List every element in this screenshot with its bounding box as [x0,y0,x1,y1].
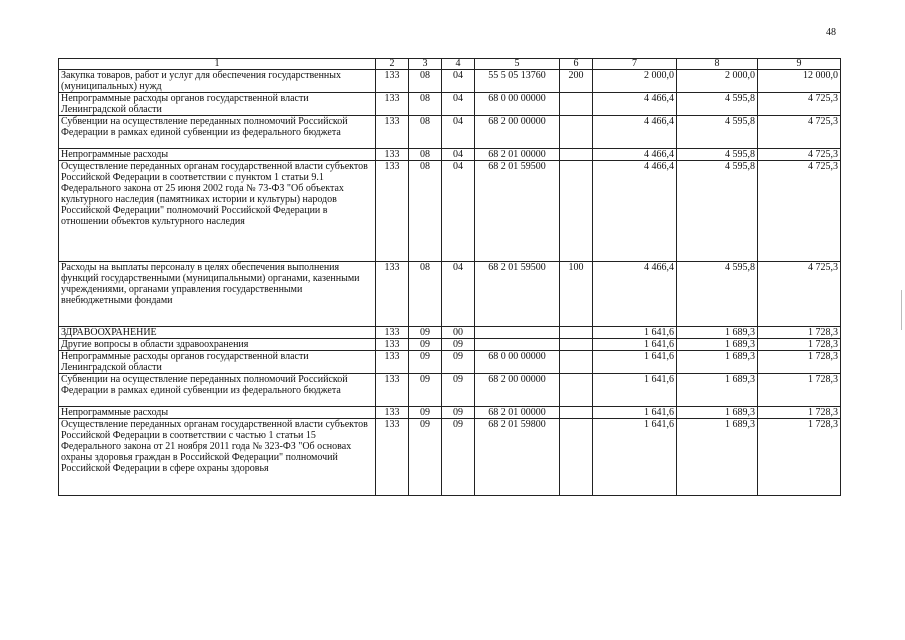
budget-table [58,58,841,496]
amount-year-2: 1 689,3 [677,351,758,374]
section-code: 09 [409,327,442,339]
amount-year-1: 4 466,4 [593,116,677,149]
subsection-code: 09 [442,407,475,419]
expense-type-code [560,339,593,351]
table-row [59,407,841,419]
section-code: 09 [409,339,442,351]
header-cell: 5 [475,59,560,70]
subsection-code: 04 [442,70,475,93]
expense-type-code [560,374,593,407]
amount-year-2: 4 595,8 [677,161,758,262]
target-article-code: 68 0 00 00000 [475,351,560,374]
gf-code: 133 [376,407,409,419]
row-name: Осуществление переданных органам государственной власти субъектов Российской Федерации в соответствии с пунктом 1 статьи 9.1 Федерального закона от 25 июня 2002 года № 73-ФЗ "Об объектах культурного наследия (памятниках истории и культуры) народов Российской Федерации" полномочий Российской Федерации в отношении объектов культурного наследия [59,161,376,262]
table-row [59,70,841,93]
expense-type-code [560,161,593,262]
target-article-code: 68 2 01 59800 [475,419,560,496]
amount-year-3: 4 725,3 [758,149,841,161]
amount-year-2: 1 689,3 [677,419,758,496]
subsection-code: 04 [442,262,475,327]
expense-type-code [560,407,593,419]
amount-year-2: 1 689,3 [677,339,758,351]
section-code: 08 [409,149,442,161]
table-row [59,149,841,161]
target-article-code: 68 0 00 00000 [475,93,560,116]
table-row [59,374,841,407]
subsection-code: 04 [442,149,475,161]
expense-type-code [560,116,593,149]
header-cell: 3 [409,59,442,70]
amount-year-1: 2 000,0 [593,70,677,93]
header-cell: 9 [758,59,841,70]
gf-code: 133 [376,374,409,407]
scan-artifact [901,290,902,330]
expense-type-code: 200 [560,70,593,93]
header-cell: 2 [376,59,409,70]
table-row [59,93,841,116]
target-article-code [475,339,560,351]
table-row [59,351,841,374]
amount-year-1: 1 641,6 [593,419,677,496]
subsection-code: 09 [442,351,475,374]
row-name: Расходы на выплаты персоналу в целях обеспечения выполнения функций государственными (муниципальными) органами, казенными учреждениями, органами управления государственными внебюджетными фондами [59,262,376,327]
row-name: Осуществление переданных органам государственной власти субъектов Российской Федерации в соответствии с частью 1 статьи 15 Федерального закона от 21 ноября 2011 года № 323-ФЗ "Об основах охраны здоровья граждан в Российской Федерации" полномочий Российской Федерации в сфере охраны здоровья [59,419,376,496]
page-number: 48 [826,27,836,38]
section-code: 08 [409,116,442,149]
gf-code: 133 [376,262,409,327]
row-name: Субвенции на осуществление переданных полномочий Российской Федерации в рамках единой субвенции из федерального бюджета [59,374,376,407]
amount-year-2: 4 595,8 [677,116,758,149]
section-code: 09 [409,351,442,374]
header-row [59,59,841,70]
gf-code: 133 [376,161,409,262]
table-row [59,161,841,262]
section-code: 08 [409,93,442,116]
target-article-code: 68 2 01 00000 [475,407,560,419]
gf-code: 133 [376,327,409,339]
subsection-code: 00 [442,327,475,339]
gf-code: 133 [376,93,409,116]
gf-code: 133 [376,351,409,374]
subsection-code: 09 [442,419,475,496]
header-cell: 8 [677,59,758,70]
header-cell: 7 [593,59,677,70]
target-article-code: 68 2 00 00000 [475,374,560,407]
header-cell: 6 [560,59,593,70]
row-name: Другие вопросы в области здравоохранения [59,339,376,351]
gf-code: 133 [376,419,409,496]
section-code: 09 [409,419,442,496]
row-name: Непрограммные расходы [59,407,376,419]
row-name: Непрограммные расходы [59,149,376,161]
table-row [59,116,841,149]
header-cell: 1 [59,59,376,70]
amount-year-2: 1 689,3 [677,407,758,419]
amount-year-3: 1 728,3 [758,339,841,351]
amount-year-3: 4 725,3 [758,262,841,327]
section-code: 08 [409,262,442,327]
table-row [59,327,841,339]
amount-year-1: 4 466,4 [593,93,677,116]
amount-year-3: 4 725,3 [758,161,841,262]
amount-year-3: 1 728,3 [758,327,841,339]
target-article-code: 68 2 01 00000 [475,149,560,161]
amount-year-2: 4 595,8 [677,149,758,161]
section-code: 09 [409,374,442,407]
target-article-code: 68 2 00 00000 [475,116,560,149]
amount-year-3: 12 000,0 [758,70,841,93]
amount-year-3: 4 725,3 [758,116,841,149]
section-code: 09 [409,407,442,419]
amount-year-1: 1 641,6 [593,407,677,419]
amount-year-1: 4 466,4 [593,262,677,327]
amount-year-1: 4 466,4 [593,149,677,161]
amount-year-2: 1 689,3 [677,327,758,339]
amount-year-1: 4 466,4 [593,161,677,262]
table-row [59,419,841,496]
target-article-code: 68 2 01 59500 [475,262,560,327]
gf-code: 133 [376,116,409,149]
gf-code: 133 [376,70,409,93]
expense-type-code [560,93,593,116]
row-name: Непрограммные расходы органов государственной власти Ленинградской области [59,351,376,374]
header-cell: 4 [442,59,475,70]
table-row [59,339,841,351]
expense-type-code [560,327,593,339]
amount-year-1: 1 641,6 [593,327,677,339]
target-article-code: 68 2 01 59500 [475,161,560,262]
amount-year-1: 1 641,6 [593,374,677,407]
section-code: 08 [409,70,442,93]
subsection-code: 09 [442,339,475,351]
row-name: ЗДРАВООХРАНЕНИЕ [59,327,376,339]
gf-code: 133 [376,339,409,351]
amount-year-3: 1 728,3 [758,374,841,407]
expense-type-code [560,419,593,496]
amount-year-3: 1 728,3 [758,351,841,374]
subsection-code: 04 [442,93,475,116]
expense-type-code [560,351,593,374]
row-name: Субвенции на осуществление переданных полномочий Российской Федерации в рамках единой субвенции из федерального бюджета [59,116,376,149]
subsection-code: 04 [442,161,475,262]
amount-year-1: 1 641,6 [593,339,677,351]
section-code: 08 [409,161,442,262]
amount-year-2: 4 595,8 [677,93,758,116]
subsection-code: 04 [442,116,475,149]
amount-year-3: 1 728,3 [758,407,841,419]
expense-type-code [560,149,593,161]
row-name: Непрограммные расходы органов государственной власти Ленинградской области [59,93,376,116]
expense-type-code: 100 [560,262,593,327]
amount-year-1: 1 641,6 [593,351,677,374]
amount-year-2: 2 000,0 [677,70,758,93]
table-row [59,262,841,327]
subsection-code: 09 [442,374,475,407]
amount-year-2: 1 689,3 [677,374,758,407]
gf-code: 133 [376,149,409,161]
target-article-code: 55 5 05 13760 [475,70,560,93]
amount-year-3: 4 725,3 [758,93,841,116]
target-article-code [475,327,560,339]
amount-year-2: 4 595,8 [677,262,758,327]
row-name: Закупка товаров, работ и услуг для обеспечения государственных (муниципальных) нужд [59,70,376,93]
amount-year-3: 1 728,3 [758,419,841,496]
